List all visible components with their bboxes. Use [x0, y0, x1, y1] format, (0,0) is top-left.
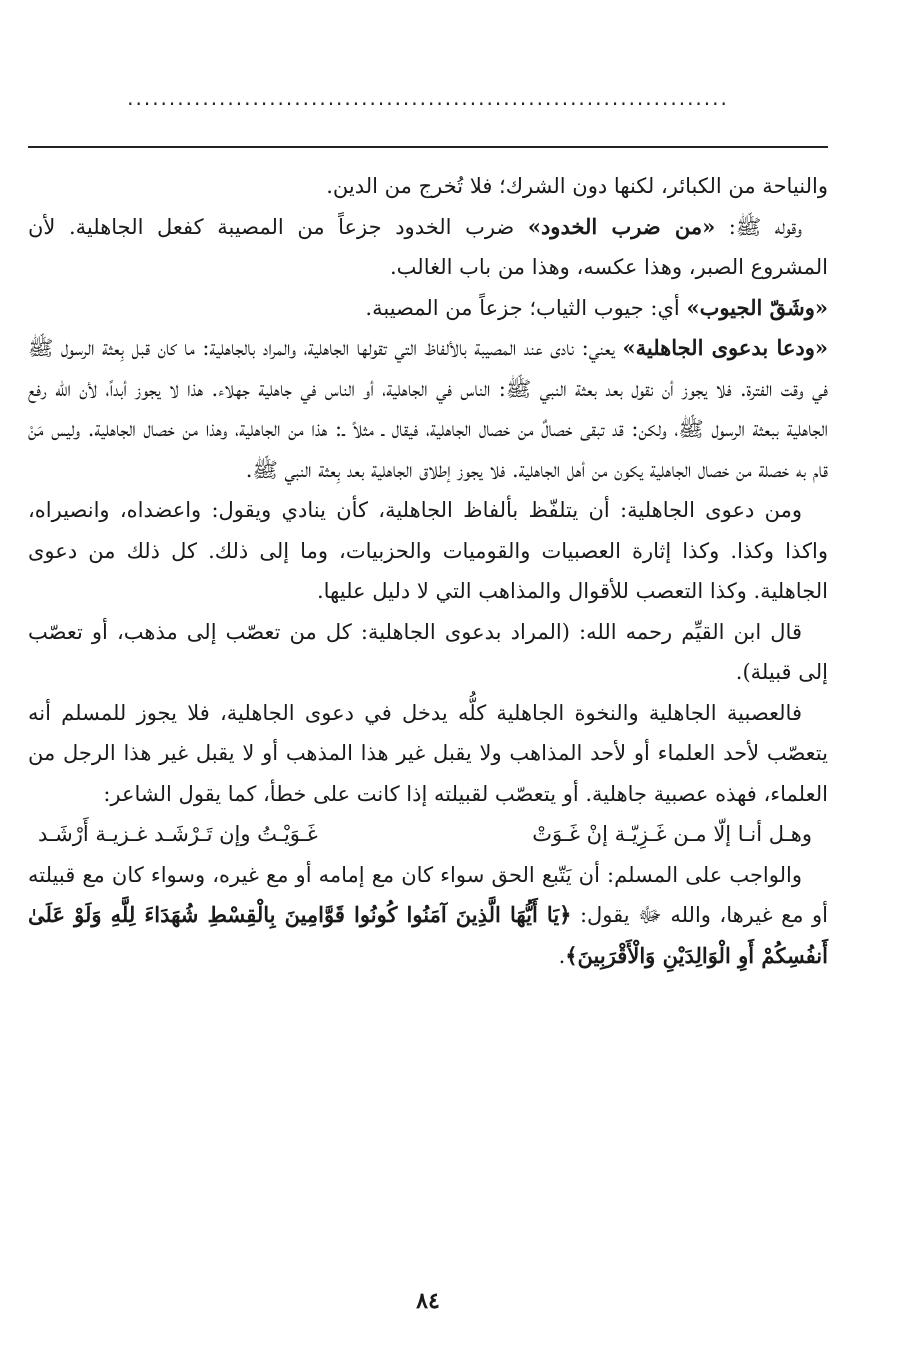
paragraph-8-end: .	[558, 943, 566, 968]
paragraph-4-post: يعني: نادى عند المصيبة بالألفاظ التي تقولها الجاهلية، والمراد بالجاهلية: ما كان قبل بِعثة الرسول ﷺ في وقت الفترة. فلا يجوز أن نقول بعد بعثة النبي ﷺ: الناس في الجاهلية، أو الناس في جاهلية جهلاء. هذا لا يجوز أبداً، لأن الله رفع الجاهلية ببعثة الرسول ﷺ، ولكن: قد تبقى خصالٌ من خصال الجاهلية، فيقال ـ مثلاً ـ: هذا من الجاهلية، وهذا من خصال الجاهلية. وليس مَنْ قام به خصلة من خصال الجاهلية يكون من أهل الجاهلية. فلا يجوز إطلاق الجاهلية بعد بِعثة النبي ﷺ.	[28, 336, 828, 482]
paragraph-7: فالعصبية الجاهلية والنخوة الجاهلية كلُّه يدخل في دعوى الجاهلية، فلا يجوز للمسلم أنه يتعصّب لأحد العلماء أو لأحد المذاهب ولا يقبل غير هذا المذهب أو لا يقبل غير هذا الرجل من العلماء، فهذه عصبية جاهلية. أو يتعصّب لقبيلته إذا كانت على خطأ، كما يقول الشاعر:	[28, 700, 828, 806]
main-text	[28, 166, 828, 976]
verse-second-hemistich: غَـوَيْـتُ وإن تَـرْشَـد غـزيـة أَرْشَـد	[38, 822, 318, 846]
hadith-quote-2: «وشَقّ الجيوب»	[686, 294, 828, 320]
paragraph-8-text: والواجب على المسلم: أن يَتّبع الحق سواء كان مع إمامه أو مع غيره، وسواء كان مع قبيلته أو مع غيرها، والله ﷻ يقول:	[28, 862, 828, 927]
poetry-verse	[28, 814, 828, 855]
paragraph-2-post: ضرب الخدود جزعاً من المصيبة كفعل الجاهلية. لأن المشروع الصبر، وهذا عكسه، وهذا من باب الغالب.	[28, 214, 828, 279]
paragraph-3-post: أي: جيوب الثياب؛ جزعاً من المصيبة.	[365, 295, 687, 320]
paragraph-1: والنياحة من الكبائر، لكنها دون الشرك؛ فلا تُخرج من الدين.	[326, 174, 828, 198]
paragraph-3	[28, 288, 828, 329]
paragraph-2-pre: وقوله ﷺ:	[715, 214, 802, 239]
paragraph-4	[28, 328, 828, 490]
header-rule	[28, 146, 828, 148]
book-page	[28, 0, 828, 1360]
quran-verse: ﴿يَا أَيُّهَا الَّذِينَ آمَنُوا كُونُوا قَوَّامِينَ بِالْقِسْطِ شُهَدَاءَ لِلَّهِ وَلَوْ عَلَىٰ أَنفُسِكُمْ أَوِ الْوَالِدَيْنِ وَالْأَقْرَبِينَ﴾	[28, 902, 828, 968]
running-header-dots: ........................................................................	[127, 86, 729, 108]
verse-first-hemistich: وهـل أنـا إلّا مـن غَـزِيّـة إنْ غَـوَتْ	[532, 822, 812, 846]
paragraph-5: ومن دعوى الجاهلية: أن يتلفّظ بألفاظ الجاهلية، كأن ينادي ويقول: واعضداه، وانصيراه، واكذا وكذا. وكذا إثارة العصبيات والقوميات والحزبيات، وما إلى ذلك. كل ذلك من دعوى الجاهلية. وكذا التعصب للأقوال والمذاهب التي لا دليل عليها.	[28, 498, 828, 603]
page-number: ٨٤	[416, 1288, 440, 1314]
paragraph-2	[28, 207, 828, 288]
paragraph-6: قال ابن القيِّم رحمه الله: (المراد بدعوى الجاهلية: كل من تعصّب إلى مذهب، أو تعصّب إلى قبيلة).	[28, 619, 828, 684]
paragraph-8	[28, 855, 828, 977]
hadith-quote-1: «من ضرب الخدود»	[527, 213, 716, 239]
hadith-quote-3: «ودعا بدعوى الجاهلية»	[622, 335, 829, 360]
